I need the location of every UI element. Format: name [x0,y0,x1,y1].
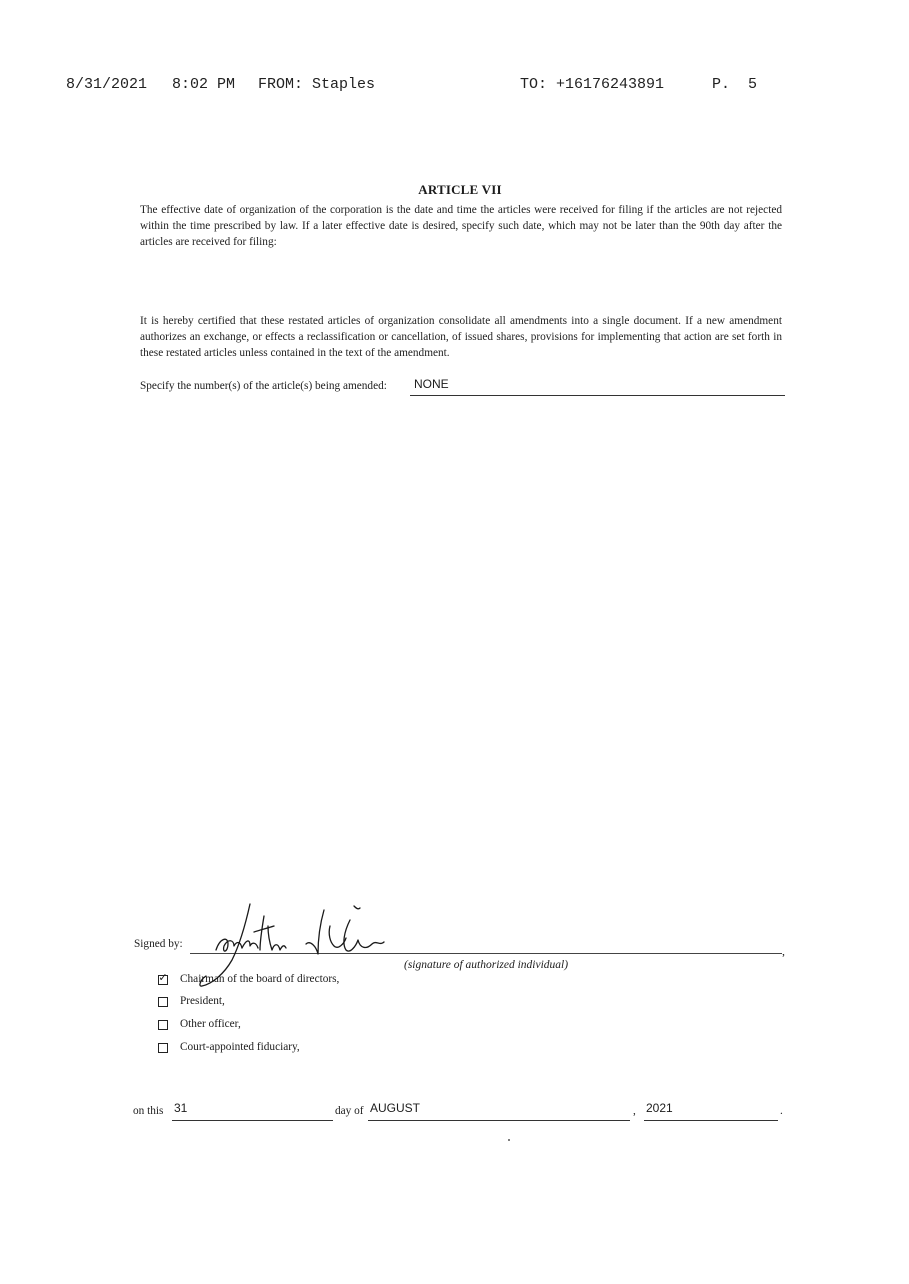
role-label: President, [180,995,225,1007]
article-paragraph: The effective date of organization of the corporation is the date and time the articles were received for filing if the articles are not rejected within the time prescribed by law. If a later effective date is desired, specify such date, which may not be later than the 90th day after the articles are received for filing: [140,204,782,248]
fax-page-number: P. 5 [712,76,758,93]
checkbox[interactable] [158,1043,168,1053]
role-label: Other officer, [180,1018,241,1030]
date-period: . [780,1105,783,1117]
month-field[interactable] [368,1098,630,1121]
fax-to: TO: +16176243891 [520,76,665,93]
signed-by-label: Signed by: [134,938,183,950]
checkbox[interactable] [158,1020,168,1030]
fax-from: FROM: Staples [258,76,376,93]
article-title: ARTICLE VII [418,182,502,197]
day-field[interactable] [172,1098,333,1121]
checkbox[interactable] [158,997,168,1007]
day-value: 31 [174,1101,188,1115]
role-label: Chairman of the board of directors, [180,973,340,985]
fax-time: 8:02 PM [172,76,236,93]
certification-paragraph: It is hereby certified that these restated articles of organization consolidate all amendments into a single document. If a new amendment authorizes an exchange, or effects a reclassification or cancellation, of issued shares, provisions for implementing that action are set forth in these restated articles unless contained in the text of the amendment. [140,315,782,359]
year-value: 2021 [646,1101,673,1115]
month-value: AUGUST [370,1101,421,1115]
date-row [133,1098,788,1124]
year-field[interactable] [644,1098,778,1121]
on-this-label: on this [133,1105,164,1117]
date-comma: , [633,1105,636,1117]
amendment-label: Specify the number(s) of the article(s) being amended: [140,380,387,392]
signature-comma: , [782,944,785,958]
amendment-row [140,376,785,398]
signature-caption: (signature of authorized individual) [404,959,569,971]
check-mark-icon: ✓ [158,971,168,984]
role-label: Court-appointed fiduciary, [180,1041,300,1053]
fax-header [66,76,846,100]
amendment-field[interactable] [410,376,785,396]
amendment-value: NONE [414,377,449,391]
scan-speck [508,1139,510,1141]
day-of-label: day of [335,1105,364,1117]
fax-date: 8/31/2021 [66,76,148,93]
